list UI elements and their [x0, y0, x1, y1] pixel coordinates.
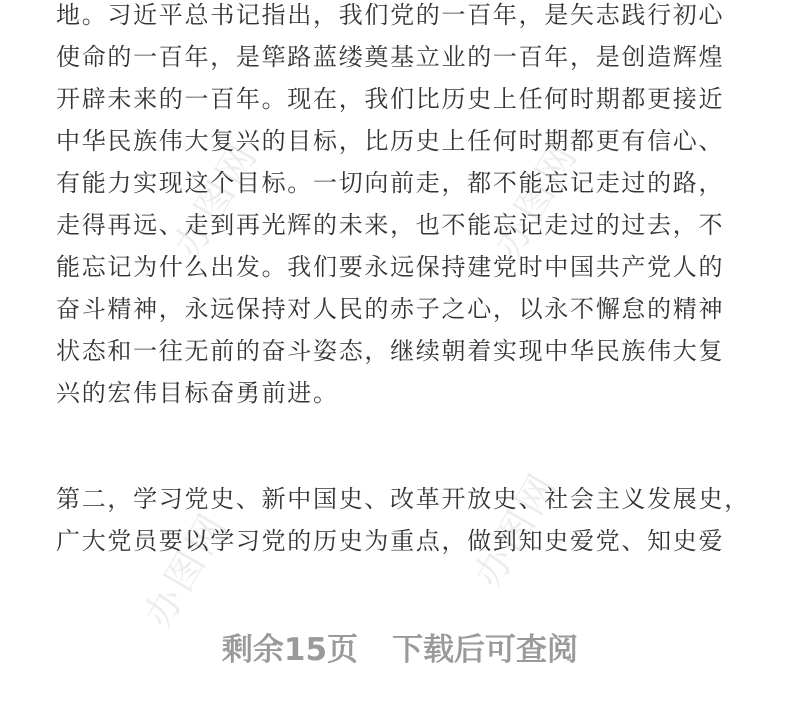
text-line: 状态和一往无前的奋斗姿态，继续朝着实现中华民族伟大复	[56, 337, 725, 365]
remaining-pages-label: 剩余15页	[221, 632, 359, 668]
text-line: 兴的宏伟目标奋勇前进。	[56, 379, 339, 407]
watermark: 办图网	[465, 463, 567, 595]
text-line: 使命的一百年，是筚路蓝缕奠基立业的一百年，是创造辉煌	[56, 43, 725, 71]
text-line: 奋斗精神，永远保持对人民的赤子之心，以永不懈怠的精神	[56, 295, 725, 323]
text-line: 地。习近平总书记指出，我们党的一百年，是矢志践行初心	[56, 1, 725, 29]
text-line: 中华民族伟大复兴的目标，比历史上任何时期都更有信心、	[56, 127, 725, 155]
text-line: 广大党员要以学习党的历史为重点，做到知史爱党、知史爱	[56, 527, 725, 555]
text-line: 有能力实现这个目标。一切向前走，都不能忘记走过的路，	[56, 169, 725, 197]
text-line: 第二，学习党史、新中国史、改革开放史、社会主义发展史，	[56, 485, 750, 513]
download-to-view-link[interactable]: 下载后可查阅	[392, 632, 579, 668]
text-line: 开辟未来的一百年。现在，我们比历史上任何时期都更接近	[56, 85, 725, 113]
watermark: 办图网	[485, 133, 587, 265]
text-line: 能忘记为什么出发。我们要永远保持建党时中国共产党人的	[56, 253, 725, 281]
watermark: 办图网	[165, 133, 267, 265]
watermark: 办图网	[135, 503, 237, 635]
text-line: 走得再远、走到再光辉的未来，也不能忘记走过的过去，不	[56, 211, 725, 239]
download-prompt[interactable]	[0, 628, 800, 672]
